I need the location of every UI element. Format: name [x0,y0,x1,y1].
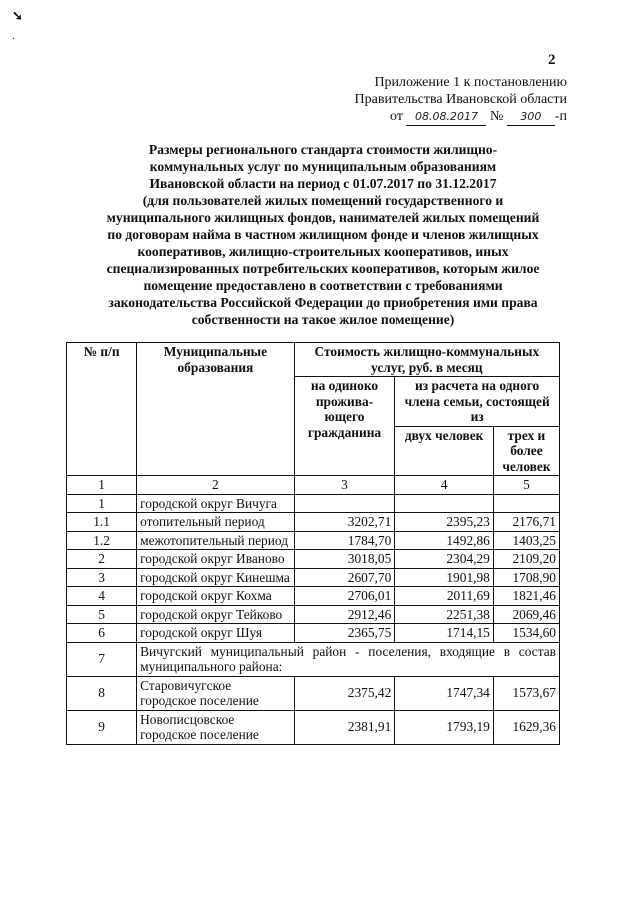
handwritten-number: 300 [507,108,555,126]
table-row [67,676,560,710]
table-row [67,568,560,587]
header-two: двух человек [395,426,494,476]
corner-arrow-mark: ➘ [12,8,23,23]
value-single: 2365,75 [294,624,395,643]
header-single: на одиноко прожива-ющего гражданина [294,377,395,476]
appendix-line-3 [355,108,567,126]
value-two: 1492,86 [395,531,494,550]
value-three-plus: 2069,46 [493,605,559,624]
table-row [67,624,560,643]
title-line: (для пользователей жилых помещений государственного и [142,193,504,208]
row-number: 4 [67,587,137,606]
title-line: коммунальных услуг по муниципальным образованиям [149,159,497,174]
municipality-name: городской округ Кинешма [137,568,295,587]
column-number: 1 [67,476,137,495]
municipality-name: межотопительный период [137,531,295,550]
table-header-row [67,343,560,377]
value-two: 1793,19 [395,710,494,744]
value-three-plus: 1534,60 [493,624,559,643]
appendix-header [355,74,567,126]
table-row [67,605,560,624]
header-no: № п/п [67,343,137,476]
row-number: 5 [67,605,137,624]
table-row [67,550,560,569]
title-line: помещение предоставлено в соответствии с требованиями [143,278,503,293]
row-number: 7 [67,642,137,676]
municipality-name: городской округ Шуя [137,624,295,643]
value-single: 2375,42 [294,676,395,710]
value-two: 2395,23 [395,513,494,532]
appendix-line-1: Приложение 1 к постановлению [374,75,567,90]
number-label: № [489,109,504,124]
header-three-plus: трех и более человек [493,426,559,476]
number-suffix: -п [554,109,567,124]
row-number: 3 [67,568,137,587]
row-number: 6 [67,624,137,643]
document-title [68,141,578,328]
title-line: Ивановской области на период с 01.07.2017 по 31.12.2017 [149,176,497,191]
title-line: законодательства Российской Федерации до приобретения ими права [108,295,538,310]
municipality-name: Новописцовское городское поселение [137,710,295,744]
header-per-member: из расчета на одного члена семьи, состоящей из [395,377,560,427]
table-row [67,513,560,532]
value-three-plus: 2109,20 [493,550,559,569]
column-number: 3 [294,476,395,495]
row-number: 1.2 [67,531,137,550]
value-three-plus: 1821,46 [493,587,559,606]
municipality-name: отопительный период [137,513,295,532]
value-two: 1901,98 [395,568,494,587]
title-line: муниципального жилищных фондов, нанимателей жилых помещений [106,210,540,225]
value-three-plus: 2176,71 [493,513,559,532]
municipality-name: городской округ Вичуга [137,494,295,513]
title-line: по договорам найма в частном жилищном фонде и членов жилищных [107,227,539,242]
value-single: 2912,46 [294,605,395,624]
column-number: 4 [395,476,494,495]
municipality-name: Старовичугское городское поселение [137,676,295,710]
cost-standard-table [66,342,560,745]
value-three-plus: 1629,36 [493,710,559,744]
title-line: специализированных потребительских кооперативов, которым жилое [106,261,540,276]
municipality-name: городской округ Иваново [137,550,295,569]
column-number: 5 [493,476,559,495]
handwritten-date: 08.08.2017 [406,108,486,126]
title-line: Размеры регионального стандарта стоимости жилищно- [148,142,498,157]
row-number: 9 [67,710,137,744]
value-two: 1747,34 [395,676,494,710]
header-municipality: Муниципальные образования [137,343,295,476]
table-row [67,494,560,513]
row-number: 8 [67,676,137,710]
table-row [67,531,560,550]
value-single: 2607,70 [294,568,395,587]
value-three-plus: 1573,67 [493,676,559,710]
value-two: 2011,69 [395,587,494,606]
appendix-line-2: Правительства Ивановской области [354,92,567,107]
from-label: от [390,109,403,124]
header-cost: Стоимость жилищно-коммунальных услуг, руб. в месяц [294,343,559,377]
title-line: собственности на такое жилое помещение) [191,312,455,327]
municipality-name: городской округ Тейково [137,605,295,624]
row-number: 1 [67,494,137,513]
table-row [67,710,560,744]
district-heading: Вичугский муниципальный район - поселения, входящие в состав муниципального района: [137,642,560,676]
value-three-plus: 1403,25 [493,531,559,550]
page-number: 2 [548,52,556,68]
value-single [294,494,395,513]
municipality-name: городской округ Кохма [137,587,295,606]
value-three-plus: 1708,90 [493,568,559,587]
table-row [67,587,560,606]
value-three-plus [493,494,559,513]
value-single: 3018,05 [294,550,395,569]
row-number: 2 [67,550,137,569]
value-single: 1784,70 [294,531,395,550]
value-single: 2381,91 [294,710,395,744]
row-number: 1.1 [67,513,137,532]
value-two: 1714,15 [395,624,494,643]
column-number-row [67,476,560,495]
margin-tick-mark: · [12,34,16,45]
value-two: 2304,29 [395,550,494,569]
value-single: 2706,01 [294,587,395,606]
value-single: 3202,71 [294,513,395,532]
value-two [395,494,494,513]
table-row [67,642,560,676]
title-line: кооперативов, жилищно-строительных кооперативов, иных [137,244,509,259]
value-two: 2251,38 [395,605,494,624]
column-number: 2 [137,476,295,495]
